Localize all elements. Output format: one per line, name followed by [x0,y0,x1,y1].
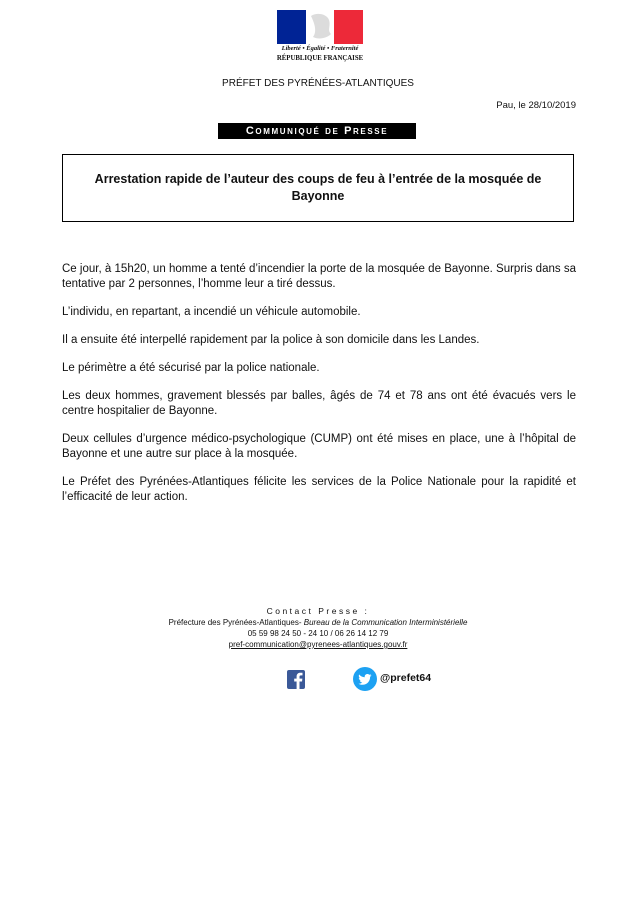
republic-motto: Liberté • Égalité • Fraternité [281,45,359,52]
press-release-banner: Communiqué de Presse [218,123,416,139]
title-box [62,154,574,222]
republic-name: RÉPUBLIQUE FRANÇAISE [276,55,364,62]
paragraph: Les deux hommes, gravement blessés par balles, âgés de 74 et 78 ans ont été évacués vers le centre hospitalier de Bayonne. [62,390,576,417]
contact-heading: Contact Presse : [266,606,370,616]
contact-email-link[interactable]: pref-communication@pyrenees-atlantiques.gouv.fr [228,640,408,649]
paragraph: L’individu, en repartant, a incendié un véhicule automobile. [62,306,361,318]
paragraph: Deux cellules d’urgence médico-psychologique (CUMP) ont été mises en place, une à l’hôpital de Bayonne et une autre sur place à la mosquée. [62,433,576,460]
twitter-handle[interactable]: @prefet64 [380,672,432,684]
document-title: Arrestation rapide de l’auteur des coups de feu à l’entrée de la mosquée de Bayonne [94,172,542,203]
twitter-icon[interactable] [353,667,377,691]
paragraph: Le périmètre a été sécurisé par la police nationale. [62,362,320,374]
tricolor-flag-icon [277,10,363,44]
prefet-heading: PRÉFET DES PYRÉNÉES-ATLANTIQUES [222,78,414,89]
contact-block [0,606,636,650]
facebook-icon[interactable] [287,670,305,689]
paragraph: Il a ensuite été interpellé rapidement par la police à son domicile dans les Landes. [62,334,480,346]
paragraph: Le Préfet des Pyrénées-Atlantiques félicite les services de la Police Nationale pour la rapidité et l’efficacité de leur action. [62,476,576,503]
marianne-logo [273,10,367,68]
contact-prefecture: Préfecture des Pyrénées-Atlantiques- [168,618,304,627]
contact-phones: 05 59 98 24 50 - 24 10 / 06 26 14 12 79 [247,629,389,638]
document-date: Pau, le 28/10/2019 [496,100,576,111]
paragraph: Ce jour, à 15h20, un homme a tenté d’incendier la porte de la mosquée de Bayonne. Surpris dans sa tentative par 2 personnes, l’homme leur a tiré dessus. [62,263,576,290]
contact-bureau: Bureau de la Communication Interministérielle [303,618,468,627]
contact-prefecture-line [0,617,636,628]
document-body [62,262,576,518]
